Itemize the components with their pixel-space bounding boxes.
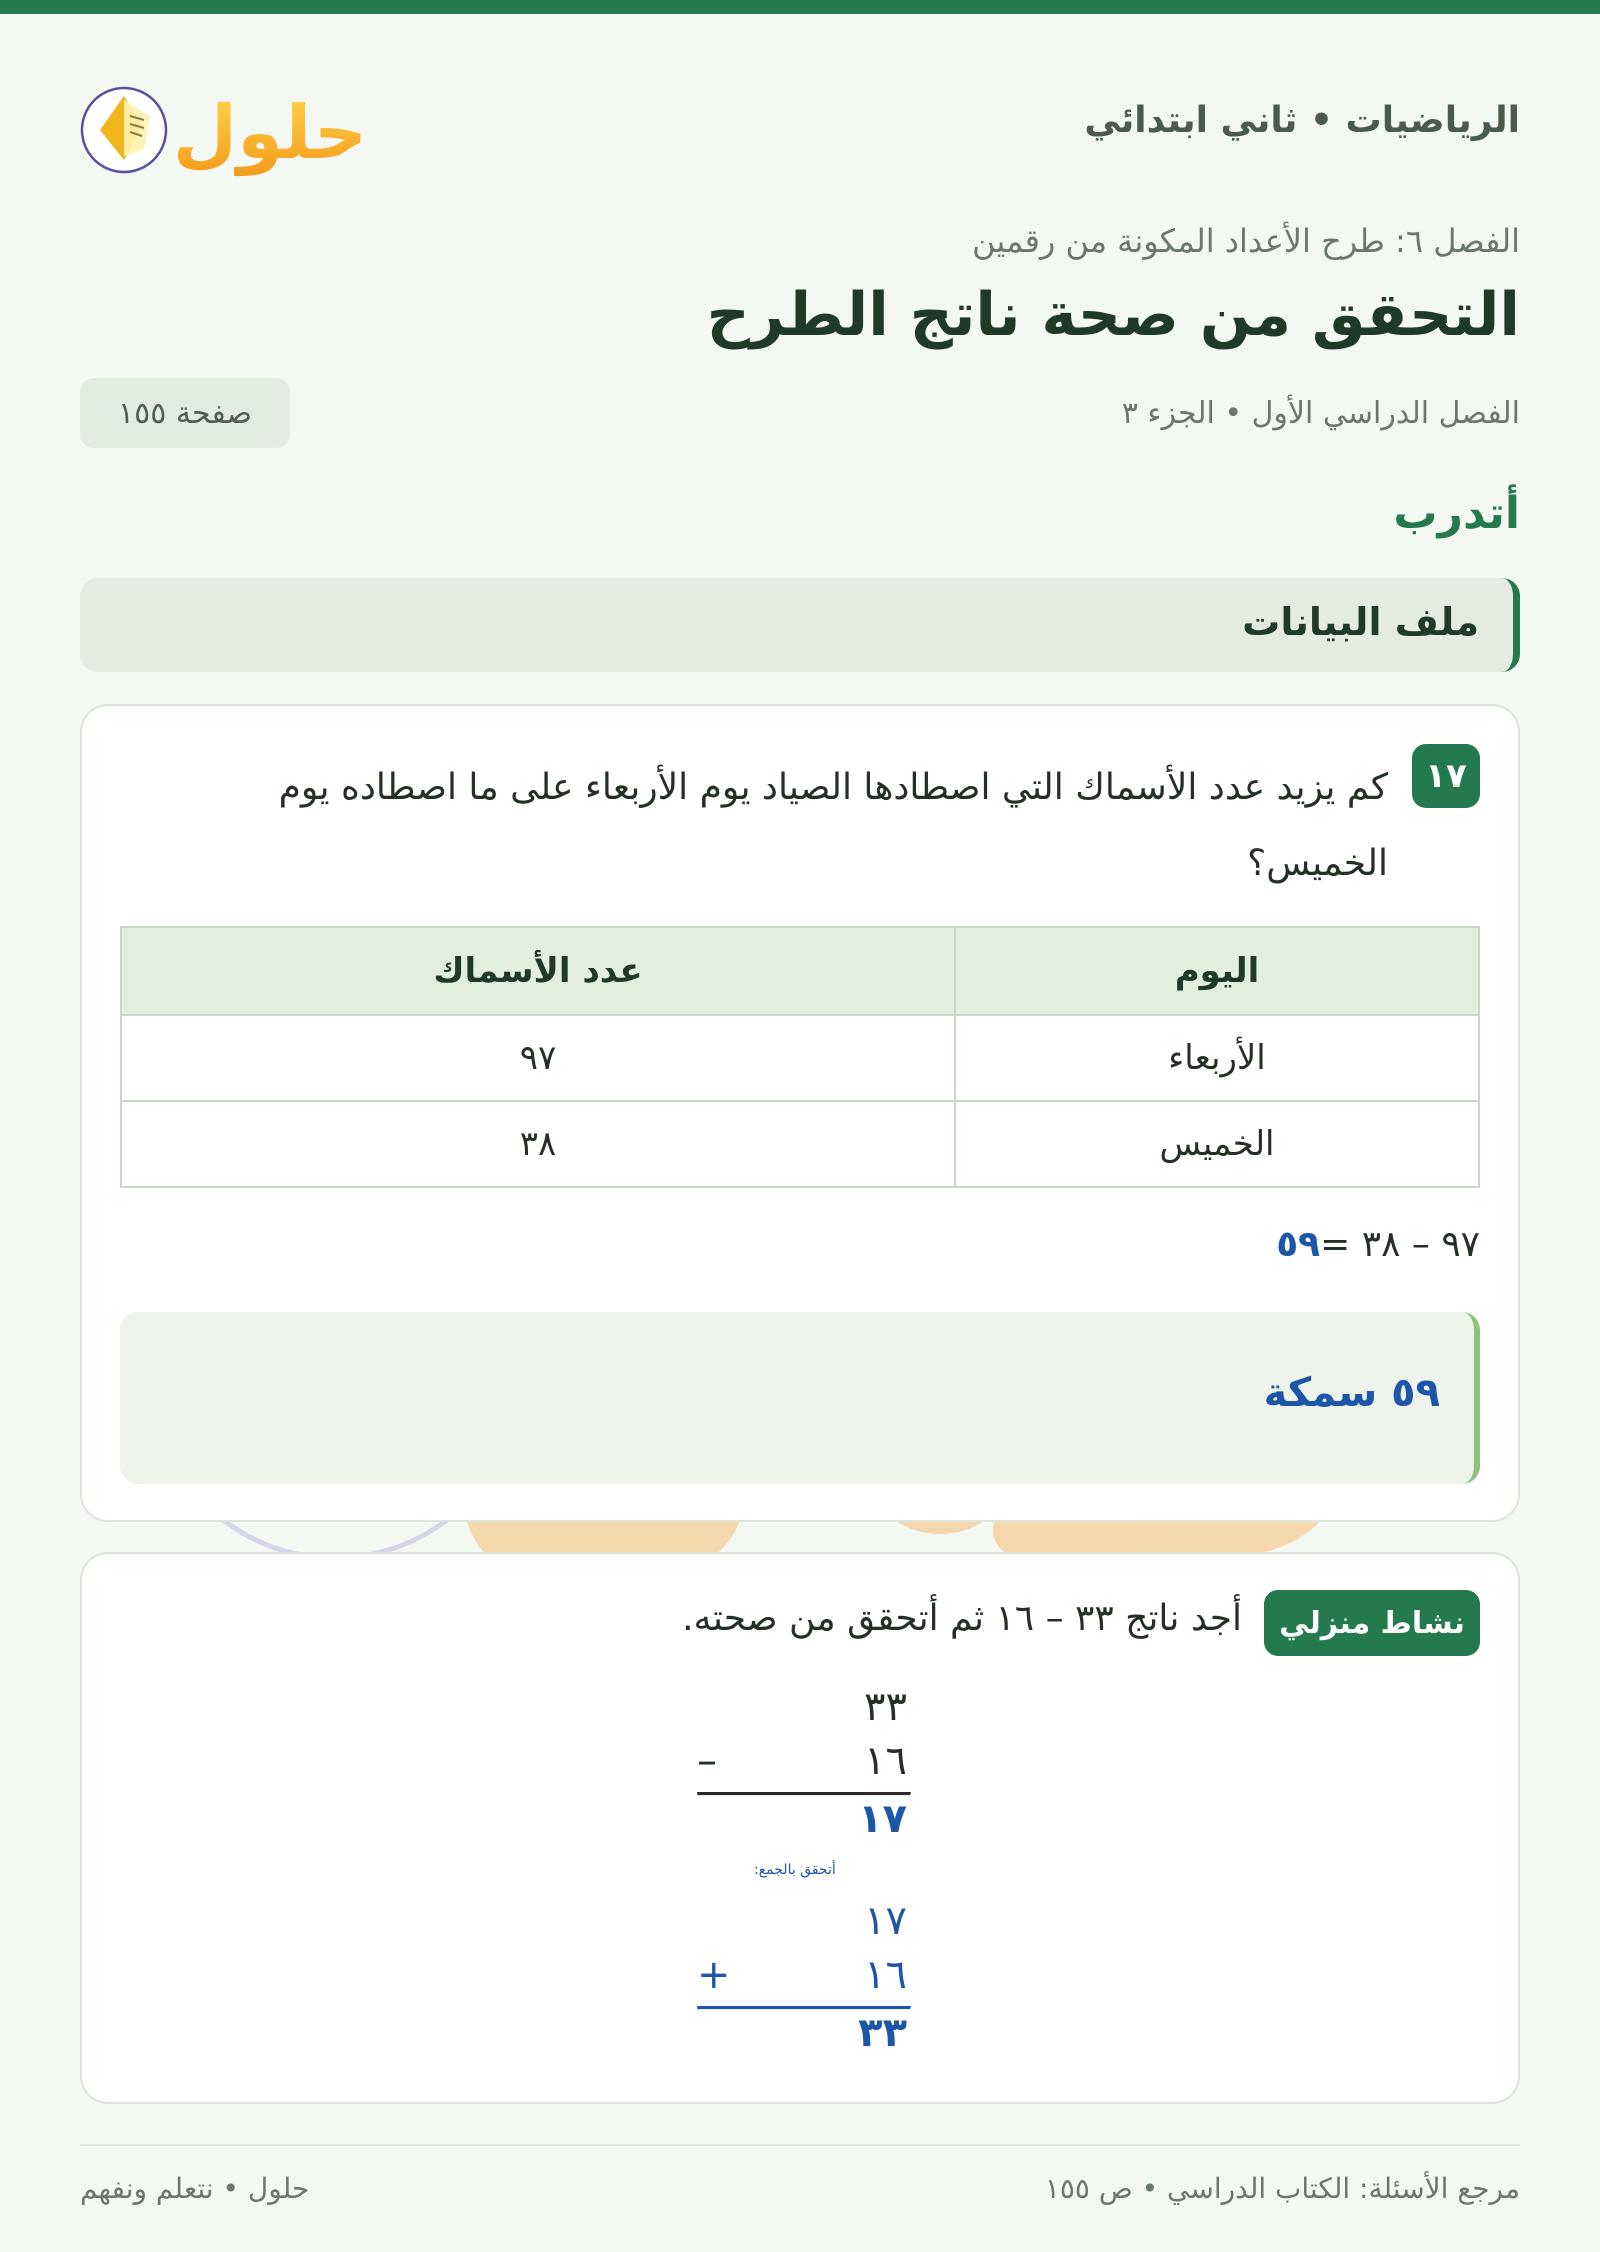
table-cell-day: الأربعاء — [955, 1015, 1479, 1101]
table-row — [121, 1015, 1479, 1101]
answer-box — [120, 1312, 1480, 1484]
equation-line — [1276, 1224, 1480, 1265]
subject-label: الرياضيات • ثاني ابتدائي — [1084, 100, 1520, 141]
logo-text: حلول — [172, 90, 368, 176]
table-row — [121, 1101, 1479, 1187]
term-info: الفصل الدراسي الأول • الجزء ٣ — [1121, 396, 1520, 431]
equation-result: ٥٩ — [1276, 1224, 1321, 1265]
logo-icon — [80, 60, 380, 180]
subtraction-result-row — [697, 1796, 909, 1850]
minus-operator: – — [697, 1738, 717, 1784]
addition-second: ١٦ — [864, 1952, 907, 1998]
addition-first: ١٧ — [864, 1898, 907, 1944]
addition-result: ٣٣ — [858, 2010, 907, 2056]
question-number-badge: ١٧ — [1412, 744, 1480, 808]
addition-top-row — [697, 1898, 909, 1952]
subtraction-result: ١٧ — [858, 1796, 907, 1842]
table-cell-day: الخميس — [955, 1101, 1479, 1187]
question-text: كم يزيد عدد الأسماك التي اصطادها الصياد يوم الأربعاء على ما اصطاده يوم الخميس؟ — [278, 767, 1388, 884]
subtraction-top-row — [697, 1684, 909, 1738]
answer-text: ٥٩ سمكة — [1263, 1370, 1440, 1416]
section-heading: أتدرب — [1393, 488, 1520, 539]
equation-expression: ٩٧ – ٣٨ = — [1320, 1224, 1480, 1265]
page-footer — [80, 2144, 1520, 2226]
homework-badge: نشاط منزلي — [1264, 1590, 1480, 1656]
addition-check-work — [697, 1898, 909, 2064]
page-title: التحقق من صحة ناتج الطرح — [706, 280, 1520, 350]
table-header-row — [121, 927, 1479, 1015]
top-accent-bar — [0, 0, 1600, 14]
homework-card — [80, 1552, 1520, 2104]
data-file-label: ملف البيانات — [1242, 600, 1479, 644]
chapter-title: الفصل ٦: طرح الأعداد المكونة من رقمين — [972, 222, 1520, 260]
table-cell-count: ٣٨ — [121, 1101, 955, 1187]
hulul-logo[interactable] — [80, 60, 380, 180]
table-header-day: اليوم — [955, 927, 1479, 1015]
homework-text: أجد ناتج ٣٣ – ١٦ ثم أتحقق من صحته. — [682, 1598, 1242, 1639]
subtraction-bottom-row — [697, 1738, 909, 1792]
table-header-count: عدد الأسماك — [121, 927, 955, 1015]
plus-operator: + — [697, 1952, 731, 1998]
addition-result-row — [697, 2010, 909, 2064]
subtraction-work — [697, 1684, 909, 1850]
question-card — [80, 704, 1520, 1522]
footer-reference: مرجع الأسئلة: الكتاب الدراسي • ص ١٥٥ — [1044, 2172, 1520, 2205]
page-number-badge: صفحة ١٥٥ — [80, 378, 290, 448]
check-label: أتحقق بالجمع: — [754, 1862, 836, 1878]
addition-bottom-row — [697, 1952, 909, 2006]
table-cell-count: ٩٧ — [121, 1015, 955, 1101]
subtraction-minuend: ٣٣ — [864, 1684, 907, 1730]
page-header — [80, 60, 1520, 180]
data-file-bar — [80, 578, 1520, 672]
fish-data-table — [120, 926, 1480, 1188]
subtraction-subtrahend: ١٦ — [864, 1738, 907, 1784]
footer-brand: حلول • نتعلم ونفهم — [80, 2172, 310, 2205]
